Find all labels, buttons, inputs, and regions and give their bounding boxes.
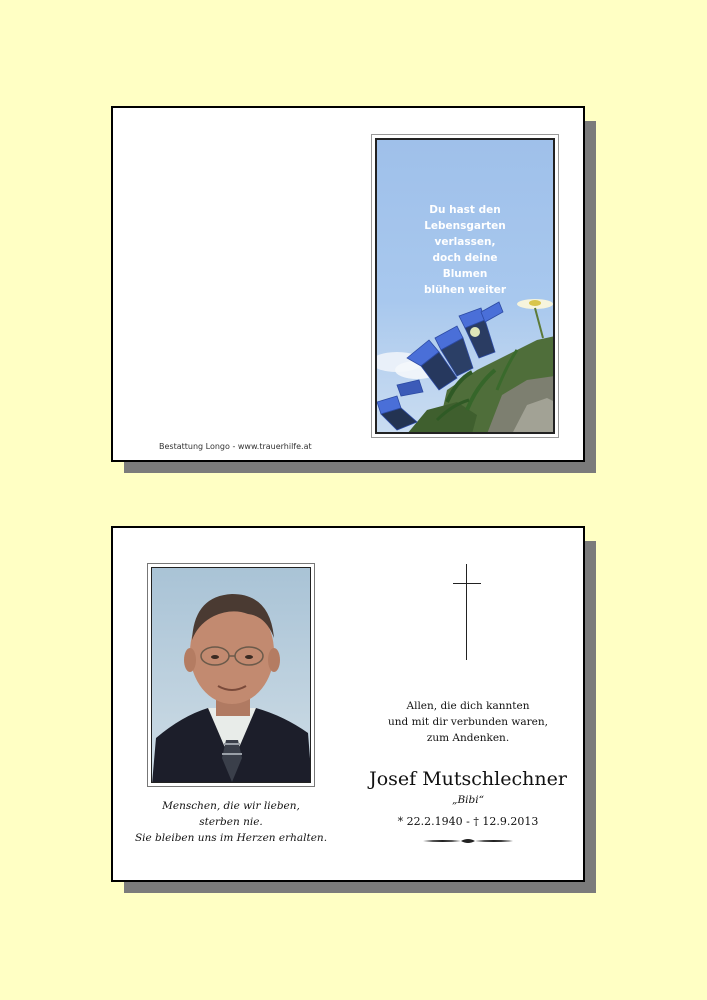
deceased-nickname: „Bibi“ bbox=[452, 794, 484, 806]
life-dates: * 22.2.1940 - † 12.9.2013 bbox=[397, 815, 539, 828]
portrait-illustration bbox=[152, 568, 311, 783]
portrait-photo bbox=[151, 567, 311, 783]
flower-photo-frame bbox=[371, 134, 559, 438]
cross-icon bbox=[453, 564, 481, 660]
poem-line: doch deine bbox=[432, 252, 498, 264]
memory-line: und mit dir verbunden waren, bbox=[388, 716, 548, 728]
funeral-home-credit: Bestattung Longo - www.trauerhilfe.at bbox=[159, 442, 312, 451]
card-front bbox=[111, 106, 585, 462]
memory-line: Allen, die dich kannten bbox=[406, 700, 530, 712]
poem-line: Du hast den bbox=[429, 204, 501, 216]
memory-line: zum Andenken. bbox=[426, 732, 510, 744]
poem-line: blühen weiter bbox=[423, 284, 507, 296]
memorial-quote bbox=[113, 798, 349, 846]
poem-text bbox=[377, 202, 553, 298]
poem-line: Lebensgarten bbox=[424, 220, 506, 232]
quote-line: sterben nie. bbox=[199, 816, 263, 828]
memory-text bbox=[363, 698, 573, 746]
quote-line: Menschen, die wir lieben, bbox=[162, 800, 300, 812]
poem-line: verlassen, bbox=[434, 236, 496, 248]
poem-line: Blumen bbox=[442, 268, 488, 280]
deceased-name: Josef Mutschlechner bbox=[369, 768, 567, 790]
card-back bbox=[111, 526, 585, 882]
ornament-divider-icon bbox=[423, 836, 513, 846]
gentian-flower-image bbox=[375, 138, 555, 434]
quote-line: Sie bleiben uns im Herzen erhalten. bbox=[134, 832, 328, 844]
portrait-frame bbox=[147, 563, 315, 787]
